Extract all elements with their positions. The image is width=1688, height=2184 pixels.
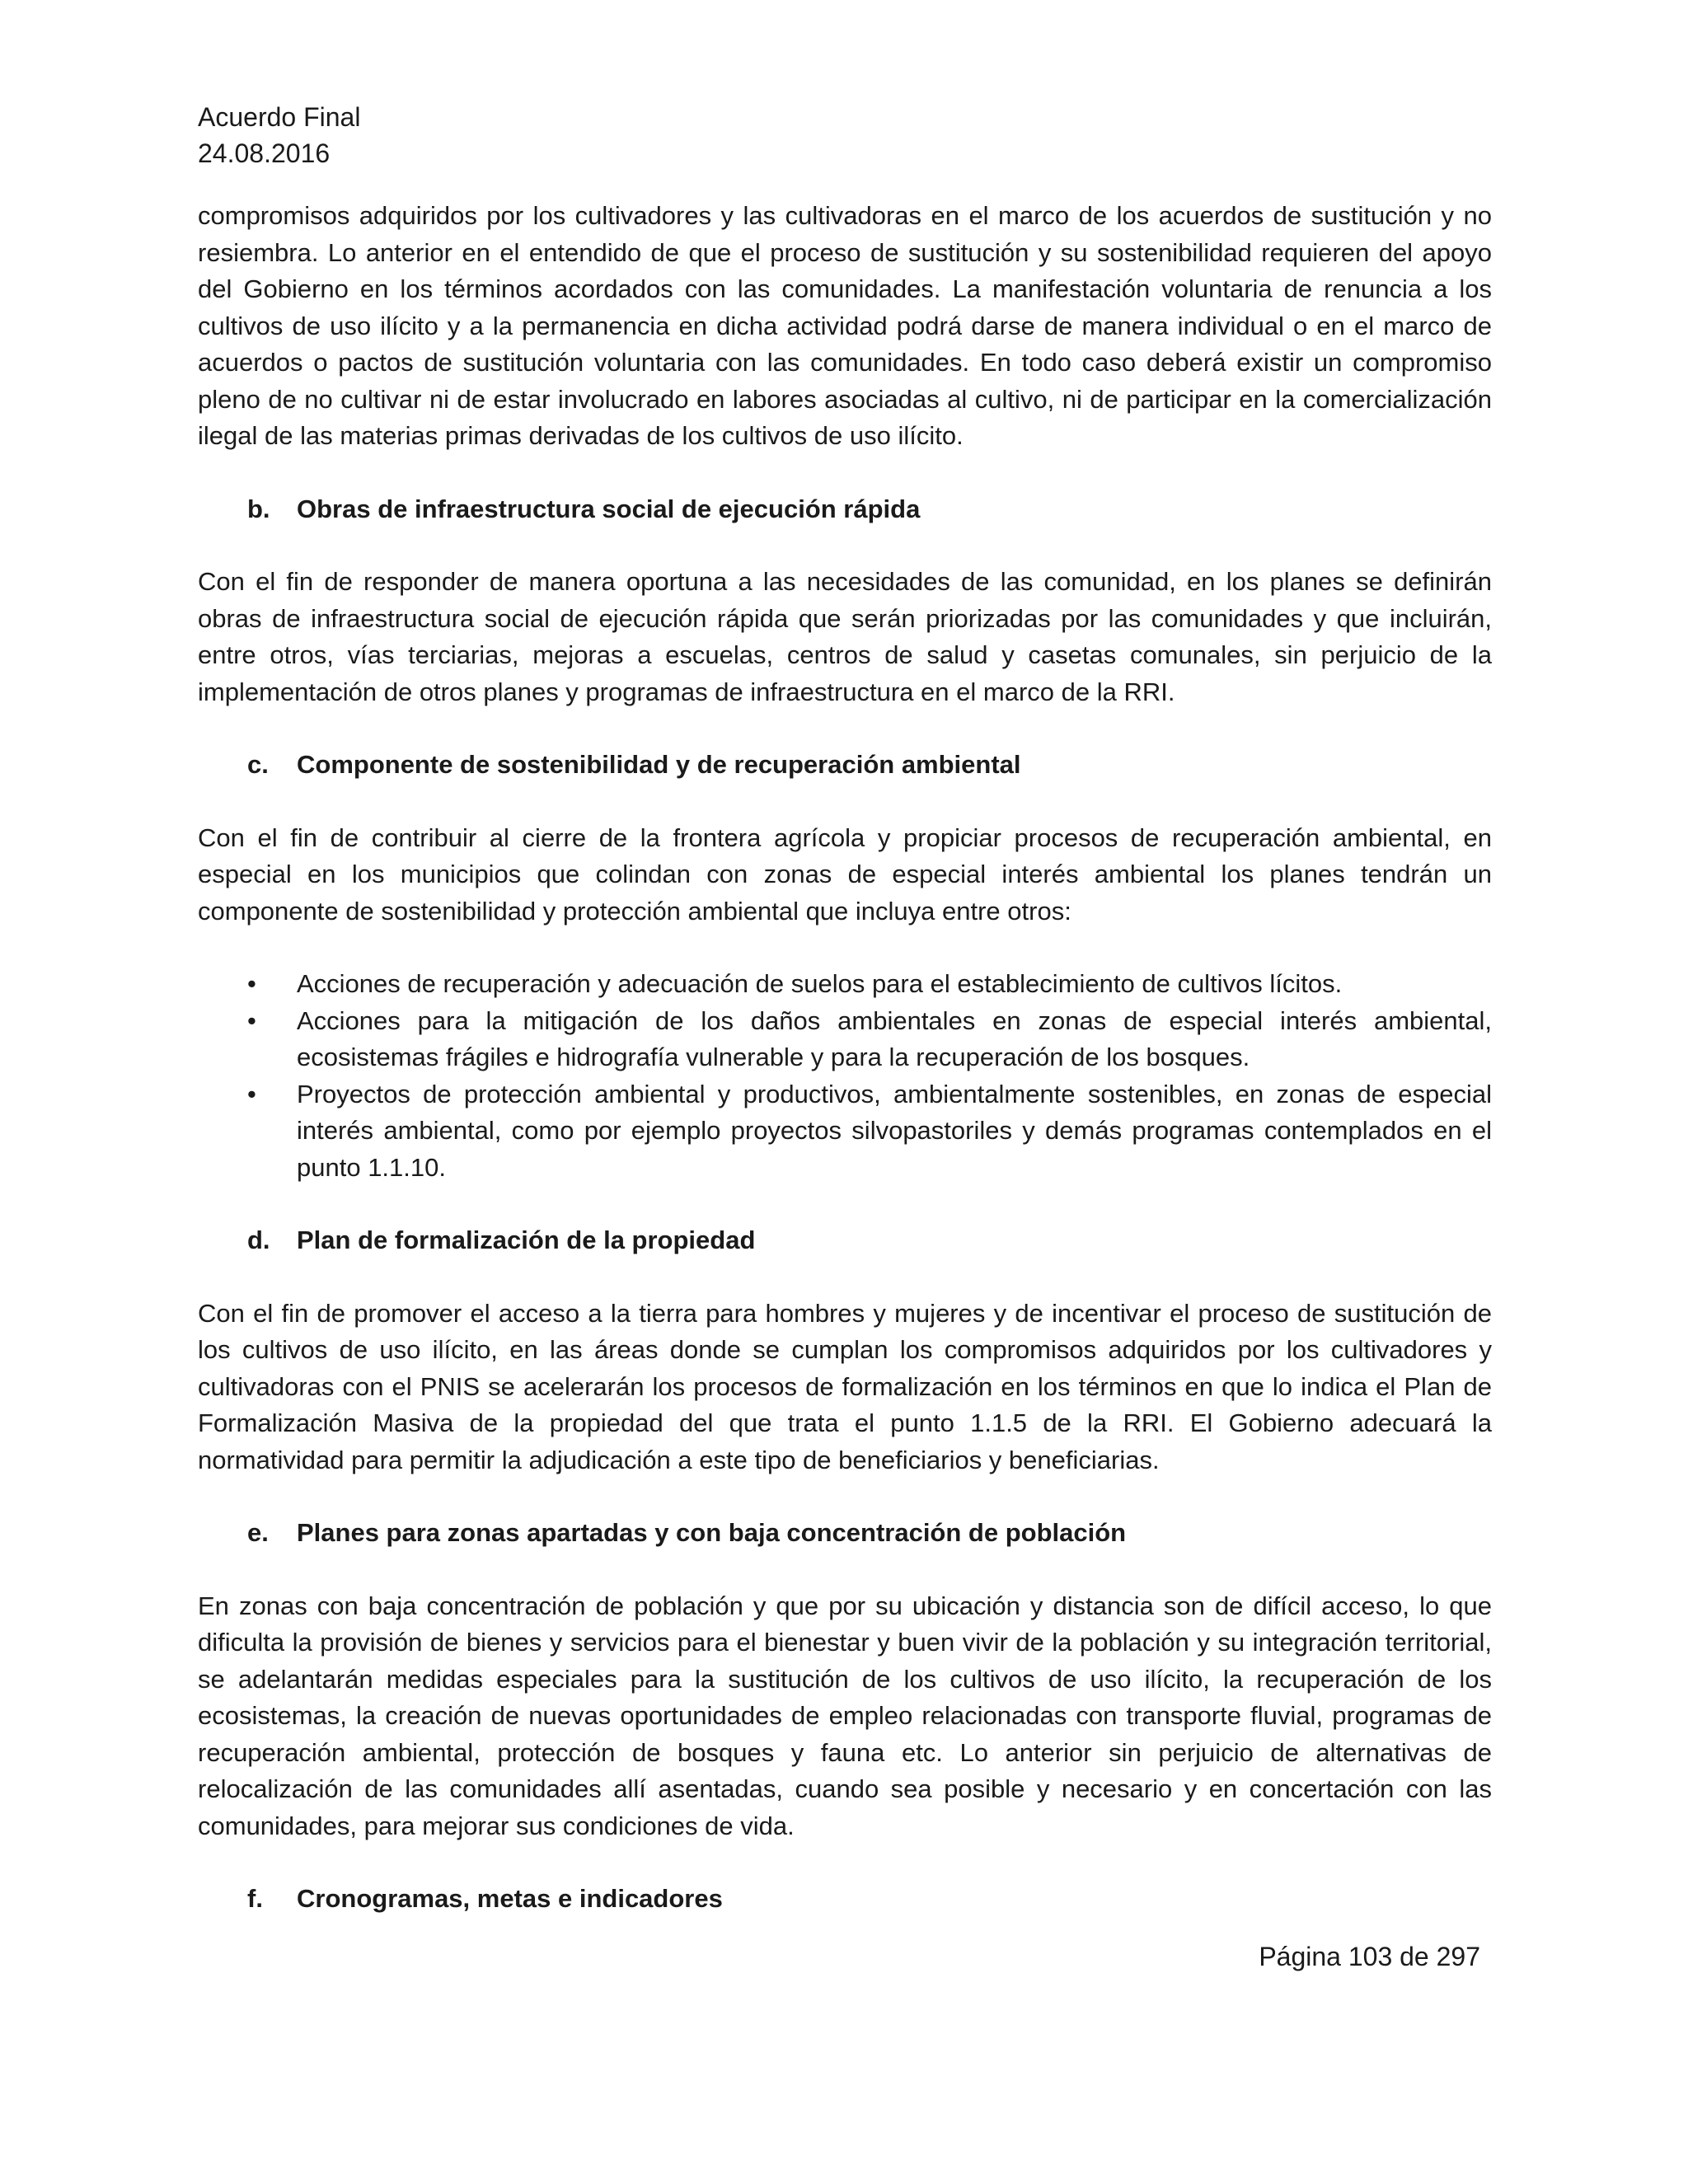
bullet-icon: •: [247, 1005, 256, 1035]
section-d-title: Plan de formalización de la propiedad: [297, 1226, 756, 1254]
bullet-icon: •: [247, 969, 256, 998]
section-b-letter: b.: [247, 494, 270, 523]
section-c-bullet-list: [198, 966, 1492, 1186]
list-item-text: Proyectos de protección ambiental y productivos, ambientalmente sostenibles, en zonas de especial interés ambiental, como por ejemplo proyectos silvopastoriles y demás programas contemplados en el punto 1.1.10.: [297, 1079, 1492, 1182]
document-title: Acuerdo Final: [198, 102, 361, 132]
section-d-body: Con el fin de promover el acceso a la tierra para hombres y mujeres y de incentivar el proceso de sustitución de los cultivos de uso ilícito, en las áreas donde se cumplan los compromisos adquiridos por los cultivadores y cultivadoras con el PNIS se acelerarán los procesos de formalización en los términos en que lo indica el Plan de Formalización Masiva de la propiedad del que trata el punto 1.1.5 de la RRI. El Gobierno adecuará la normatividad para permitir la adjudicación a este tipo de beneficiarios y beneficiarias.: [198, 1298, 1492, 1474]
document-date: 24.08.2016: [198, 138, 331, 168]
section-b-title: Obras de infraestructura social de ejecución rápida: [297, 494, 921, 523]
section-f-heading: [198, 1881, 1492, 1918]
document-body: [198, 198, 1492, 1918]
intro-paragraph: compromisos adquiridos por los cultivadores y las cultivadoras en el marco de los acuerdos de sustitución y no resiembra. Lo anterior en el entendido de que el proceso de sustitución y su sostenibilidad requieren del apoyo del Gobierno en los términos acordados con las comunidades. La manifestación voluntaria de renuncia a los cultivos de uso ilícito y a la permanencia en dicha actividad podrá darse de manera individual o en el marco de acuerdos o pactos de sustitución voluntaria con las comunidades. En todo caso deberá existir un compromiso pleno de no cultivar ni de estar involucrado en labores asociadas al cultivo, ni de participar en la comercialización ilegal de las materias primas derivadas de los cultivos de uso ilícito.: [198, 201, 1492, 450]
page-header: [198, 99, 360, 171]
list-item: [198, 1076, 1492, 1187]
list-item: [198, 1003, 1492, 1076]
list-item-text: Acciones para la mitigación de los daños ambientales en zonas de especial interés ambiental, ecosistemas frágiles e hidrografía vulnerable y para la recuperación de los bosques.: [297, 1005, 1492, 1071]
list-item-text: Acciones de recuperación y adecuación de suelos para el establecimiento de cultivos lícitos.: [297, 969, 1343, 998]
section-c-letter: c.: [247, 750, 269, 779]
list-item: [198, 966, 1492, 1003]
section-e-letter: e.: [247, 1518, 269, 1547]
section-b-heading: [198, 491, 1492, 528]
section-c-title: Componente de sostenibilidad y de recuperación ambiental: [297, 750, 1021, 779]
section-c-heading: [198, 747, 1492, 784]
section-c-body: Con el fin de contribuir al cierre de la frontera agrícola y propiciar procesos de recuperación ambiental, en especial en los municipios que colindan con zonas de especial interés ambiental los planes tendrán un componente de sostenibilidad y protección ambiental que incluya entre otros:: [198, 823, 1492, 926]
bullet-icon: •: [247, 1079, 256, 1108]
section-d-letter: d.: [247, 1226, 270, 1254]
section-e-heading: [198, 1515, 1492, 1552]
section-f-letter: f.: [247, 1884, 263, 1913]
section-f-title: Cronogramas, metas e indicadores: [297, 1884, 723, 1913]
section-e-title: Planes para zonas apartadas y con baja concentración de población: [297, 1518, 1127, 1547]
section-b-body: Con el fin de responder de manera oportuna a las necesidades de las comunidad, en los planes se definirán obras de infraestructura social de ejecución rápida que serán priorizadas por las comunidades y que incluirán, entre otros, vías terciarias, mejoras a escuelas, centros de salud y casetas comunales, sin perjuicio de la implementación de otros planes y programas de infraestructura en el marco de la RRI.: [198, 567, 1492, 706]
section-d-heading: [198, 1222, 1492, 1259]
page-number: Página 103 de 297: [1259, 1942, 1480, 1971]
section-e-body: En zonas con baja concentración de población y que por su ubicación y distancia son de difícil acceso, lo que dificulta la provisión de bienes y servicios para el bienestar y buen vivir de la población y su integración territorial, se adelantarán medidas especiales para la sustitución de los cultivos de uso ilícito, la recuperación de los ecosistemas, la creación de nuevas oportunidades de empleo relacionadas con transporte fluvial, programas de recuperación ambiental, protección de bosques y fauna etc. Lo anterior sin perjuicio de alternativas de relocalización de las comunidades allí asentadas, cuando sea posible y necesario y en concertación con las comunidades, para mejorar sus condiciones de vida.: [198, 1591, 1492, 1840]
